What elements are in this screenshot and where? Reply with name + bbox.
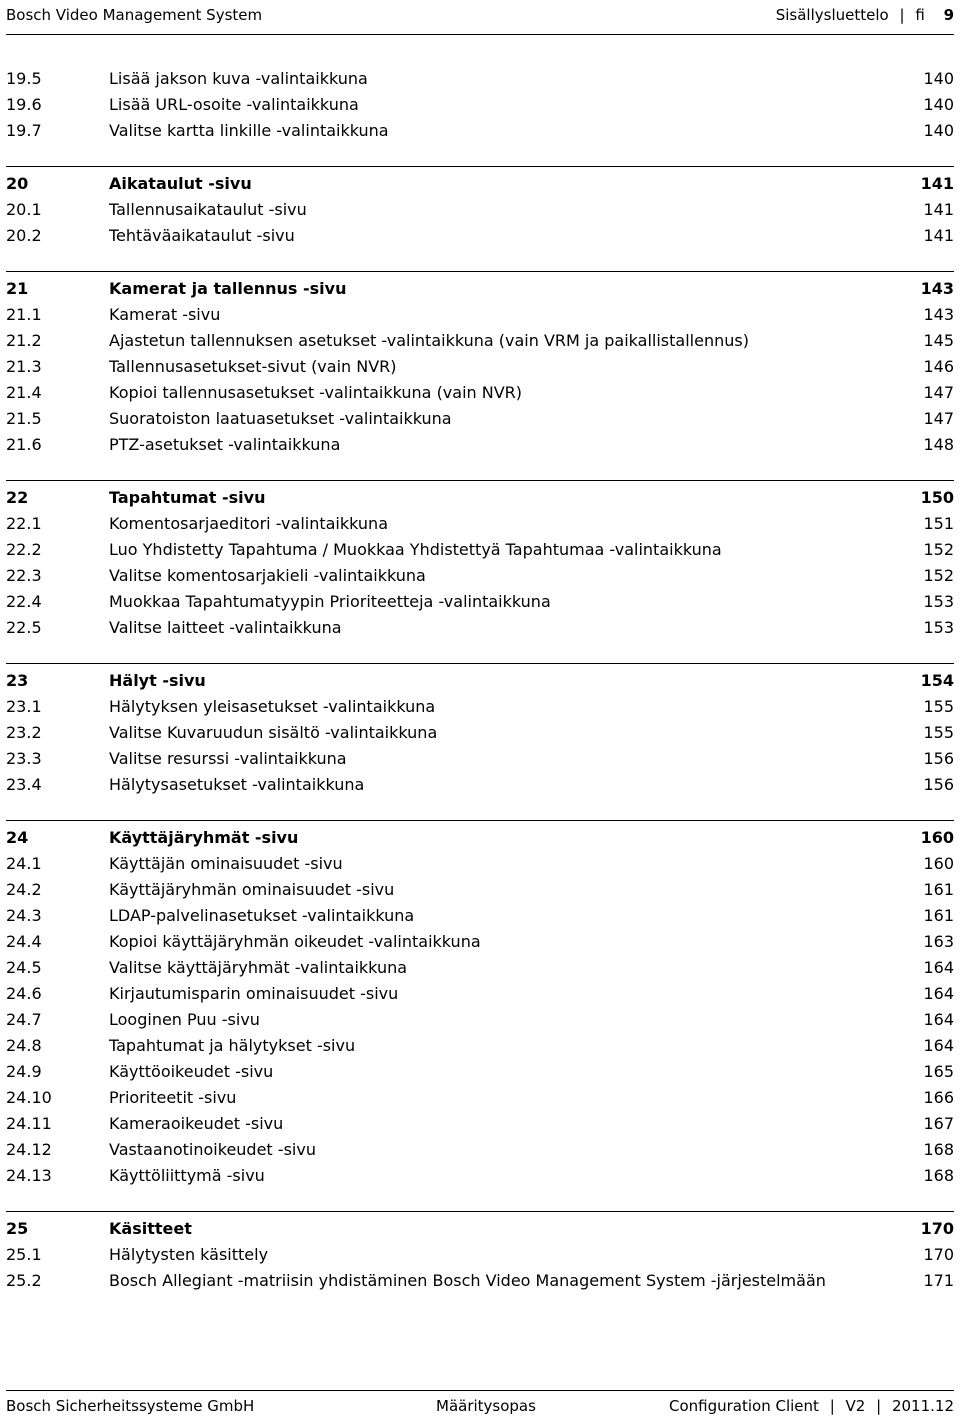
toc-entry-page: 141 xyxy=(920,174,954,193)
header-lang: fi xyxy=(915,6,925,24)
toc-entry-title: Käyttäjäryhmän ominaisuudet -sivu xyxy=(109,880,395,899)
footer-separator: | xyxy=(829,1397,835,1415)
toc-entry-number: 23.1 xyxy=(6,697,42,716)
toc-group xyxy=(6,166,954,249)
toc-entry[interactable] xyxy=(6,981,954,1007)
toc-entry-number: 22 xyxy=(6,488,29,507)
toc-entry[interactable] xyxy=(6,1163,954,1189)
toc-entry-page: 156 xyxy=(923,749,954,768)
toc-entry-page: 152 xyxy=(923,566,954,585)
toc-entry-page: 161 xyxy=(923,906,954,925)
toc-entry[interactable] xyxy=(6,354,954,380)
toc-entry-number: 22.5 xyxy=(6,618,42,637)
toc-entry-title: Tehtäväaikataulut -sivu xyxy=(109,226,295,245)
toc-chapter-entry[interactable] xyxy=(6,825,954,851)
toc-entry-number: 25.1 xyxy=(6,1245,42,1264)
toc-entry[interactable] xyxy=(6,694,954,720)
toc-entry[interactable] xyxy=(6,1007,954,1033)
page-header xyxy=(6,0,954,35)
toc-entry-page: 145 xyxy=(923,331,954,350)
toc-entry-number: 22.1 xyxy=(6,514,42,533)
toc-entry[interactable] xyxy=(6,1268,954,1294)
toc-entry[interactable] xyxy=(6,589,954,615)
toc-entry-number: 22.2 xyxy=(6,540,42,559)
toc-entry-number: 24.4 xyxy=(6,932,42,951)
toc-entry[interactable] xyxy=(6,1033,954,1059)
toc-entry-page: 141 xyxy=(923,226,954,245)
toc-entry[interactable] xyxy=(6,746,954,772)
footer-right xyxy=(669,1391,954,1421)
toc-entry-page: 155 xyxy=(923,723,954,742)
toc-entry-page: 143 xyxy=(920,279,954,298)
toc-entry-page: 164 xyxy=(923,958,954,977)
toc-entry-page: 164 xyxy=(923,1010,954,1029)
toc-entry-title: Lisää URL-osoite -valintaikkuna xyxy=(109,95,359,114)
toc-entry-number: 21.6 xyxy=(6,435,42,454)
toc-entry-number: 25.2 xyxy=(6,1271,42,1290)
toc-chapter-entry[interactable] xyxy=(6,668,954,694)
toc-entry-page: 143 xyxy=(923,305,954,324)
toc-entry-title: Hälytyksen yleisasetukset -valintaikkuna xyxy=(109,697,436,716)
toc-entry-number: 21.3 xyxy=(6,357,42,376)
toc-entry-number: 24.13 xyxy=(6,1166,52,1185)
toc-entry-page: 140 xyxy=(923,69,954,88)
toc-entry[interactable] xyxy=(6,302,954,328)
toc-entry-number: 23 xyxy=(6,671,29,690)
toc-chapter-entry[interactable] xyxy=(6,1216,954,1242)
toc-entry-number: 21.2 xyxy=(6,331,42,350)
toc-entry-page: 141 xyxy=(923,200,954,219)
toc-entry-title: Luo Yhdistetty Tapahtuma / Muokkaa Yhdistettyä Tapahtumaa -valintaikkuna xyxy=(109,540,722,559)
footer-doc-type: Määritysopas xyxy=(436,1397,536,1415)
toc-entry-page: 170 xyxy=(920,1219,954,1238)
toc-entry-page: 161 xyxy=(923,880,954,899)
toc-entry[interactable] xyxy=(6,511,954,537)
toc-entry-title: Kirjautumisparin ominaisuudet -sivu xyxy=(109,984,399,1003)
toc-entry-number: 24.6 xyxy=(6,984,42,1003)
header-right xyxy=(776,0,954,30)
toc-entry-title: Käyttöliittymä -sivu xyxy=(109,1166,265,1185)
toc-entry-page: 168 xyxy=(923,1140,954,1159)
table-of-contents xyxy=(6,66,954,1316)
toc-entry-title: Tallennusaikataulut -sivu xyxy=(109,200,307,219)
toc-entry-title: Käyttäjäryhmät -sivu xyxy=(109,828,299,847)
toc-entry-number: 20 xyxy=(6,174,29,193)
toc-entry-title: Aikataulut -sivu xyxy=(109,174,252,193)
toc-entry-number: 22.3 xyxy=(6,566,42,585)
toc-entry-number: 24.1 xyxy=(6,854,42,873)
toc-entry[interactable] xyxy=(6,563,954,589)
toc-entry[interactable] xyxy=(6,772,954,798)
toc-entry-title: Looginen Puu -sivu xyxy=(109,1010,260,1029)
toc-entry-page: 154 xyxy=(920,671,954,690)
toc-entry-title: Kameraoikeudet -sivu xyxy=(109,1114,284,1133)
toc-group xyxy=(6,820,954,1189)
toc-entry-page: 171 xyxy=(923,1271,954,1290)
toc-entry-title: Muokkaa Tapahtumatyypin Prioriteetteja -valintaikkuna xyxy=(109,592,551,611)
footer-product: Configuration Client xyxy=(668,1397,819,1415)
toc-entry-title: Valitse käyttäjäryhmät -valintaikkuna xyxy=(109,958,408,977)
toc-entry-title: LDAP-palvelinasetukset -valintaikkuna xyxy=(109,906,415,925)
toc-entry-page: 167 xyxy=(923,1114,954,1133)
toc-entry-page: 146 xyxy=(923,357,954,376)
toc-entry-page: 160 xyxy=(923,854,954,873)
toc-entry-title: Kopioi tallennusasetukset -valintaikkuna (vain NVR) xyxy=(109,383,523,402)
toc-entry-title: Tallennusasetukset-sivut (vain NVR) xyxy=(109,357,397,376)
toc-entry-number: 24 xyxy=(6,828,29,847)
toc-entry-number: 21.5 xyxy=(6,409,42,428)
toc-entry[interactable] xyxy=(6,328,954,354)
toc-entry-page: 160 xyxy=(920,828,954,847)
toc-entry-number: 19.5 xyxy=(6,69,42,88)
footer-date: 2011.12 xyxy=(891,1397,954,1415)
toc-entry-title: Hälytysasetukset -valintaikkuna xyxy=(109,775,365,794)
toc-entry[interactable] xyxy=(6,537,954,563)
toc-entry-number: 24.5 xyxy=(6,958,42,977)
toc-entry-number: 20.2 xyxy=(6,226,42,245)
toc-chapter-entry[interactable] xyxy=(6,276,954,302)
toc-entry-page: 153 xyxy=(923,618,954,637)
toc-entry-number: 24.8 xyxy=(6,1036,42,1055)
toc-entry-title: Valitse Kuvaruudun sisältö -valintaikkuna xyxy=(109,723,438,742)
toc-entry-title: Hälytysten käsittely xyxy=(109,1245,269,1264)
toc-entry-title: PTZ-asetukset -valintaikkuna xyxy=(109,435,341,454)
toc-entry-page: 148 xyxy=(923,435,954,454)
toc-chapter-entry[interactable] xyxy=(6,485,954,511)
toc-entry-title: Lisää jakson kuva -valintaikkuna xyxy=(109,69,368,88)
toc-entry[interactable] xyxy=(6,1242,954,1268)
toc-entry-title: Käsitteet xyxy=(109,1219,192,1238)
toc-entry[interactable] xyxy=(6,851,954,877)
toc-entry[interactable] xyxy=(6,380,954,406)
toc-entry[interactable] xyxy=(6,877,954,903)
toc-entry-page: 166 xyxy=(923,1088,954,1107)
toc-entry[interactable] xyxy=(6,66,954,92)
toc-entry-title: Bosch Allegiant -matriisin yhdistäminen Bosch Video Management System -järjestelmään xyxy=(109,1271,826,1290)
toc-entry[interactable] xyxy=(6,432,954,458)
toc-entry-page: 164 xyxy=(923,984,954,1003)
toc-entry-page: 150 xyxy=(920,488,954,507)
toc-entry-number: 21 xyxy=(6,279,29,298)
toc-entry-title: Kopioi käyttäjäryhmän oikeudet -valintaikkuna xyxy=(109,932,481,951)
toc-entry-number: 23.4 xyxy=(6,775,42,794)
toc-entry-page: 155 xyxy=(923,697,954,716)
toc-group xyxy=(6,1211,954,1294)
toc-entry-number: 23.3 xyxy=(6,749,42,768)
toc-entry-number: 21.1 xyxy=(6,305,42,324)
toc-entry-page: 170 xyxy=(923,1245,954,1264)
toc-group xyxy=(6,480,954,641)
toc-entry-title: Tapahtumat -sivu xyxy=(109,488,266,507)
toc-entry[interactable] xyxy=(6,1059,954,1085)
toc-entry-title: Valitse komentosarjakieli -valintaikkuna xyxy=(109,566,426,585)
header-page-number: 9 xyxy=(943,6,954,24)
toc-entry-title: Käyttäjän ominaisuudet -sivu xyxy=(109,854,343,873)
toc-entry-page: 168 xyxy=(923,1166,954,1185)
toc-entry-title: Prioriteetit -sivu xyxy=(109,1088,237,1107)
toc-entry-number: 20.1 xyxy=(6,200,42,219)
toc-entry-page: 153 xyxy=(923,592,954,611)
toc-entry-page: 163 xyxy=(923,932,954,951)
toc-entry-page: 140 xyxy=(923,121,954,140)
toc-entry[interactable] xyxy=(6,955,954,981)
toc-entry[interactable] xyxy=(6,118,954,144)
toc-entry[interactable] xyxy=(6,1137,954,1163)
toc-entry-title: Ajastetun tallennuksen asetukset -valintaikkuna (vain VRM ja paikallistallennus) xyxy=(109,331,749,350)
toc-entry-title: Valitse kartta linkille -valintaikkuna xyxy=(109,121,389,140)
toc-entry[interactable] xyxy=(6,406,954,432)
toc-entry-page: 147 xyxy=(923,409,954,428)
toc-entry-page: 151 xyxy=(923,514,954,533)
toc-entry-title: Valitse resurssi -valintaikkuna xyxy=(109,749,347,768)
toc-entry-title: Kamerat ja tallennus -sivu xyxy=(109,279,347,298)
toc-entry[interactable] xyxy=(6,1111,954,1137)
toc-entry-page: 156 xyxy=(923,775,954,794)
toc-group xyxy=(6,663,954,798)
toc-entry-title: Valitse laitteet -valintaikkuna xyxy=(109,618,342,637)
toc-entry-number: 21.4 xyxy=(6,383,42,402)
toc-entry-page: 164 xyxy=(923,1036,954,1055)
toc-entry-title: Kamerat -sivu xyxy=(109,305,221,324)
toc-entry[interactable] xyxy=(6,1085,954,1111)
footer-company: Bosch Sicherheitssysteme GmbH xyxy=(6,1397,255,1415)
toc-entry-title: Käyttöoikeudet -sivu xyxy=(109,1062,274,1081)
toc-entry[interactable] xyxy=(6,615,954,641)
toc-entry-number: 24.10 xyxy=(6,1088,52,1107)
page-footer xyxy=(6,1390,954,1419)
toc-entry-page: 165 xyxy=(923,1062,954,1081)
header-section: Sisällysluettelo xyxy=(775,6,889,24)
footer-separator: | xyxy=(876,1397,882,1415)
toc-entry[interactable] xyxy=(6,223,954,249)
toc-entry-page: 140 xyxy=(923,95,954,114)
toc-entry-number: 24.3 xyxy=(6,906,42,925)
toc-entry-title: Suoratoiston laatuasetukset -valintaikkuna xyxy=(109,409,452,428)
toc-entry-number: 19.6 xyxy=(6,95,42,114)
toc-entry-number: 19.7 xyxy=(6,121,42,140)
toc-entry[interactable] xyxy=(6,92,954,118)
toc-entry[interactable] xyxy=(6,197,954,223)
toc-entry-title: Tapahtumat ja hälytykset -sivu xyxy=(109,1036,356,1055)
header-product: Bosch Video Management System xyxy=(6,6,263,24)
toc-entry-number: 25 xyxy=(6,1219,29,1238)
toc-entry-title: Hälyt -sivu xyxy=(109,671,206,690)
toc-entry-number: 24.11 xyxy=(6,1114,52,1133)
toc-entry-title: Vastaanotinoikeudet -sivu xyxy=(109,1140,316,1159)
toc-entry-number: 23.2 xyxy=(6,723,42,742)
toc-entry-number: 22.4 xyxy=(6,592,42,611)
toc-entry[interactable] xyxy=(6,929,954,955)
toc-entry-number: 24.9 xyxy=(6,1062,42,1081)
footer-version: V2 xyxy=(845,1397,866,1415)
toc-entry-number: 24.2 xyxy=(6,880,42,899)
toc-entry-number: 24.12 xyxy=(6,1140,52,1159)
toc-entry-title: Komentosarjaeditori -valintaikkuna xyxy=(109,514,388,533)
toc-chapter-entry[interactable] xyxy=(6,171,954,197)
header-separator: | xyxy=(899,6,905,24)
toc-entry[interactable] xyxy=(6,720,954,746)
toc-group xyxy=(6,66,954,144)
toc-entry[interactable] xyxy=(6,903,954,929)
toc-entry-number: 24.7 xyxy=(6,1010,42,1029)
toc-entry-page: 152 xyxy=(923,540,954,559)
toc-group xyxy=(6,271,954,458)
toc-entry-page: 147 xyxy=(923,383,954,402)
